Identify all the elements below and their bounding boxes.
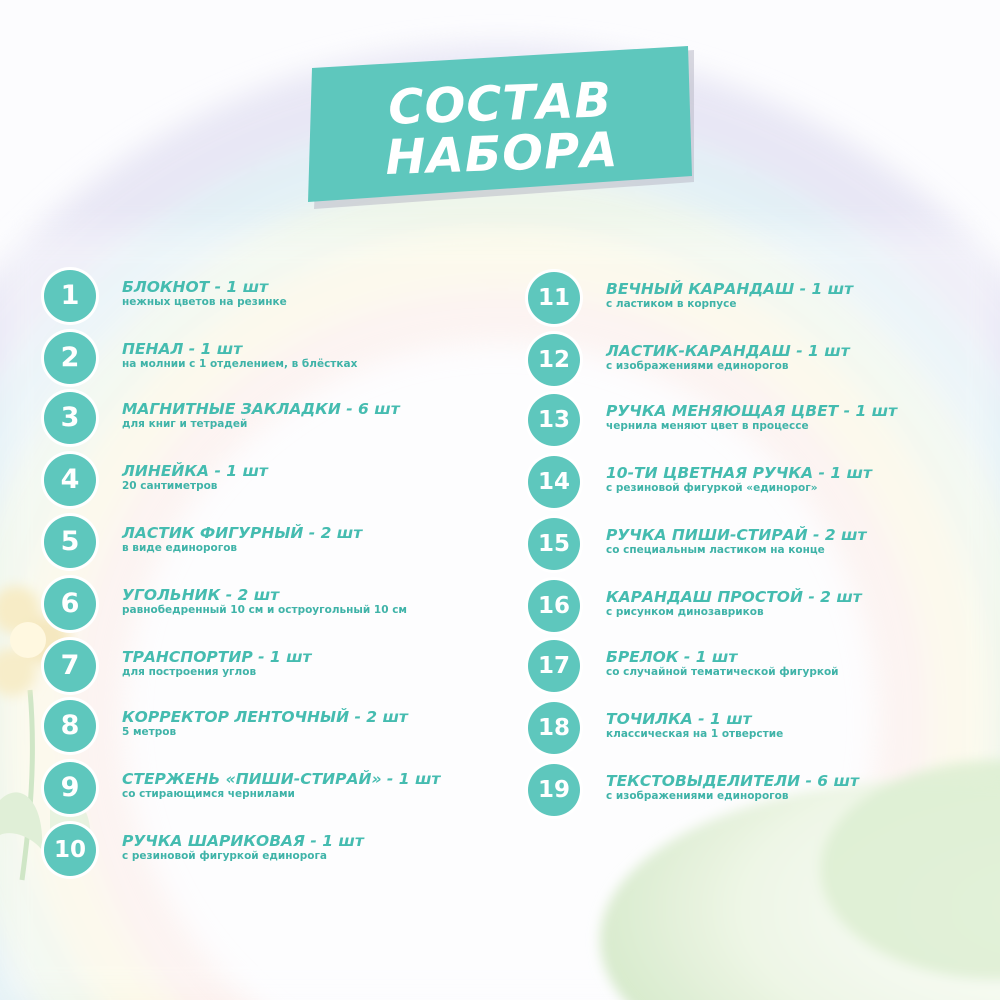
list-item — [528, 764, 988, 820]
list-item — [44, 454, 504, 510]
item-name: БРЕЛОК - 1 шт — [606, 648, 738, 666]
list-item — [528, 580, 988, 636]
page-title — [306, 72, 695, 185]
list-item — [44, 700, 504, 756]
item-name: ВЕЧНЫЙ КАРАНДАШ - 1 шт — [606, 280, 854, 298]
item-number-badge: 7 — [44, 640, 96, 692]
item-description: с резиновой фигуркой единорога — [122, 850, 328, 862]
list-item — [44, 332, 504, 388]
item-description: чернила меняют цвет в процессе — [606, 420, 809, 432]
item-description: с изображениями единорогов — [606, 790, 789, 802]
list-item — [44, 578, 504, 634]
item-number-badge: 6 — [44, 578, 96, 630]
item-number-badge: 12 — [528, 334, 580, 386]
item-description: классическая на 1 отверстие — [606, 728, 784, 740]
list-item — [44, 762, 504, 818]
item-name: КОРРЕКТОР ЛЕНТОЧНЫЙ - 2 шт — [122, 708, 408, 726]
item-description: для построения углов — [122, 666, 257, 678]
item-number-badge: 9 — [44, 762, 96, 814]
item-name: МАГНИТНЫЕ ЗАКЛАДКИ - 6 шт — [122, 400, 400, 418]
list-item — [44, 270, 504, 326]
item-number-badge: 13 — [528, 394, 580, 446]
list-item — [528, 272, 988, 328]
item-number-badge: 3 — [44, 392, 96, 444]
item-name: ПЕНАЛ - 1 шт — [122, 340, 243, 358]
item-description: на молнии с 1 отделением, в блёстках — [122, 358, 358, 370]
item-name: 10-ТИ ЦВЕТНАЯ РУЧКА - 1 шт — [606, 464, 872, 482]
list-item — [528, 640, 988, 696]
item-number-badge: 15 — [528, 518, 580, 570]
list-item — [44, 824, 504, 880]
item-name: УГОЛЬНИК - 2 шт — [122, 586, 280, 604]
item-name: ТЕКСТОВЫДЕЛИТЕЛИ - 6 шт — [606, 772, 859, 790]
item-number-badge: 2 — [44, 332, 96, 384]
list-item — [528, 456, 988, 512]
item-name: РУЧКА ПИШИ-СТИРАЙ - 2 шт — [606, 526, 867, 544]
item-number-badge: 1 — [44, 270, 96, 322]
item-name: РУЧКА МЕНЯЮЩАЯ ЦВЕТ - 1 шт — [606, 402, 898, 420]
item-number-badge: 8 — [44, 700, 96, 752]
item-description: в виде единорогов — [122, 542, 238, 554]
item-name: БЛОКНОТ - 1 шт — [122, 278, 269, 296]
item-description: для книг и тетрадей — [122, 418, 248, 430]
item-number-badge: 18 — [528, 702, 580, 754]
item-description: 20 сантиметров — [122, 480, 218, 492]
list-item — [44, 516, 504, 572]
item-description: со стирающимся чернилами — [122, 788, 295, 800]
item-description: с рисунком динозавриков — [606, 606, 764, 618]
list-item — [528, 394, 988, 450]
list-item — [44, 392, 504, 448]
item-name: ЛАСТИК-КАРАНДАШ - 1 шт — [606, 342, 850, 360]
item-name: ЛИНЕЙКА - 1 шт — [122, 462, 268, 480]
item-name: ТРАНСПОРТИР - 1 шт — [122, 648, 312, 666]
item-number-badge: 19 — [528, 764, 580, 816]
item-description: со случайной тематической фигуркой — [606, 666, 839, 678]
item-number-badge: 5 — [44, 516, 96, 568]
item-name: ЛАСТИК ФИГУРНЫЙ - 2 шт — [122, 524, 363, 542]
title-banner — [308, 46, 694, 209]
item-name: РУЧКА ШАРИКОВАЯ - 1 шт — [122, 832, 364, 850]
item-description: с резиновой фигуркой «единорог» — [606, 482, 818, 494]
item-name: СТЕРЖЕНЬ «ПИШИ-СТИРАЙ» - 1 шт — [122, 770, 441, 788]
item-description: равнобедренный 10 см и остроугольный 10 см — [122, 604, 408, 616]
list-item — [528, 702, 988, 758]
list-item — [528, 334, 988, 390]
item-number-badge: 11 — [528, 272, 580, 324]
item-description: с изображениями единорогов — [606, 360, 789, 372]
item-number-badge: 10 — [44, 824, 96, 876]
item-description: с ластиком в корпусе — [606, 298, 737, 310]
list-item — [44, 640, 504, 696]
item-name: КАРАНДАШ ПРОСТОЙ - 2 шт — [606, 588, 862, 606]
item-name: ТОЧИЛКА - 1 шт — [606, 710, 752, 728]
item-description: нежных цветов на резинке — [122, 296, 287, 308]
item-description: 5 метров — [122, 726, 177, 738]
item-number-badge: 16 — [528, 580, 580, 632]
item-number-badge: 14 — [528, 456, 580, 508]
list-item — [528, 518, 988, 574]
item-description: со специальным ластиком на конце — [606, 544, 825, 556]
item-number-badge: 4 — [44, 454, 96, 506]
item-number-badge: 17 — [528, 640, 580, 692]
page-title-line2: НАБОРА — [384, 121, 620, 187]
page-title-line1: СОСТАВ — [387, 72, 613, 136]
